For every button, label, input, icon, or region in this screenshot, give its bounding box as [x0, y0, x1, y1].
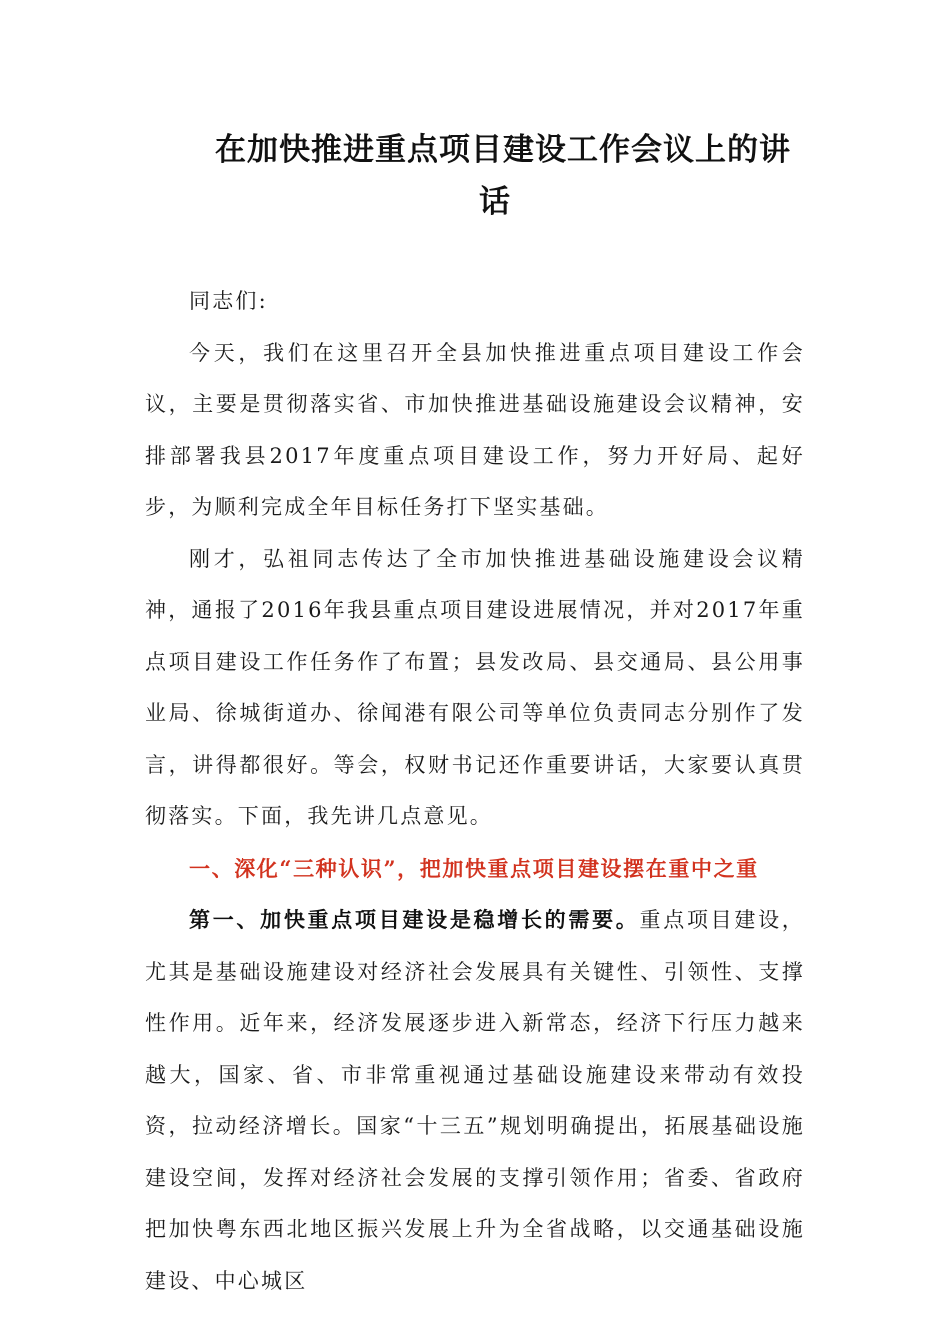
- paragraph-point-one: [145, 894, 805, 1307]
- title-line-2: 话: [479, 184, 511, 220]
- section-heading: 一、深化“三种认识”，把加快重点项目建设摆在重中之重: [189, 855, 759, 881]
- document-title: [215, 124, 805, 228]
- point-lead: 第一、加快重点项目建设是稳增长的需要。: [189, 907, 640, 932]
- paragraph-intro: 今天，我们在这里召开全县加快推进重点项目建设工作会议，主要是贯彻落实省、市加快推进基础设施建设会议精神，安排部署我县2017年度重点项目建设工作，努力开好局、起好步，为顺利完成全年目标任务打下坚实基础。: [145, 340, 805, 519]
- document-body: [145, 276, 805, 1307]
- paragraph-review: 刚才，弘祖同志传达了全市加快推进基础设施建设会议精神，通报了2016年我县重点项目建设进展情况，并对2017年重点项目建设工作任务作了布置；县发改局、县交通局、县公用事业局、徐城街道办、徐闻港有限公司等单位负责同志分别作了发言，讲得都很好。等会，权财书记还作重要讲话，大家要认真贯彻落实。下面，我先讲几点意见。: [145, 546, 805, 828]
- title-line-1: 在加快推进重点项目建设工作会议上的讲: [215, 132, 791, 168]
- salutation: 同志们:: [189, 289, 268, 313]
- point-text: 重点项目建设，尤其是基础设施建设对经济社会发展具有关键性、引领性、支撑性作用。近年来，经济发展逐步进入新常态，经济下行压力越来越大，国家、省、市非常重视通过基础设施建设来带动有效投资，拉动经济增长。国家“十三五”规划明确提出，拓展基础设施建设空间，发挥对经济社会发展的支撑引领作用；省委、省政府把加快粤东西北地区振兴发展上升为全省战略，以交通基础设施建设、中心城区: [145, 908, 805, 1293]
